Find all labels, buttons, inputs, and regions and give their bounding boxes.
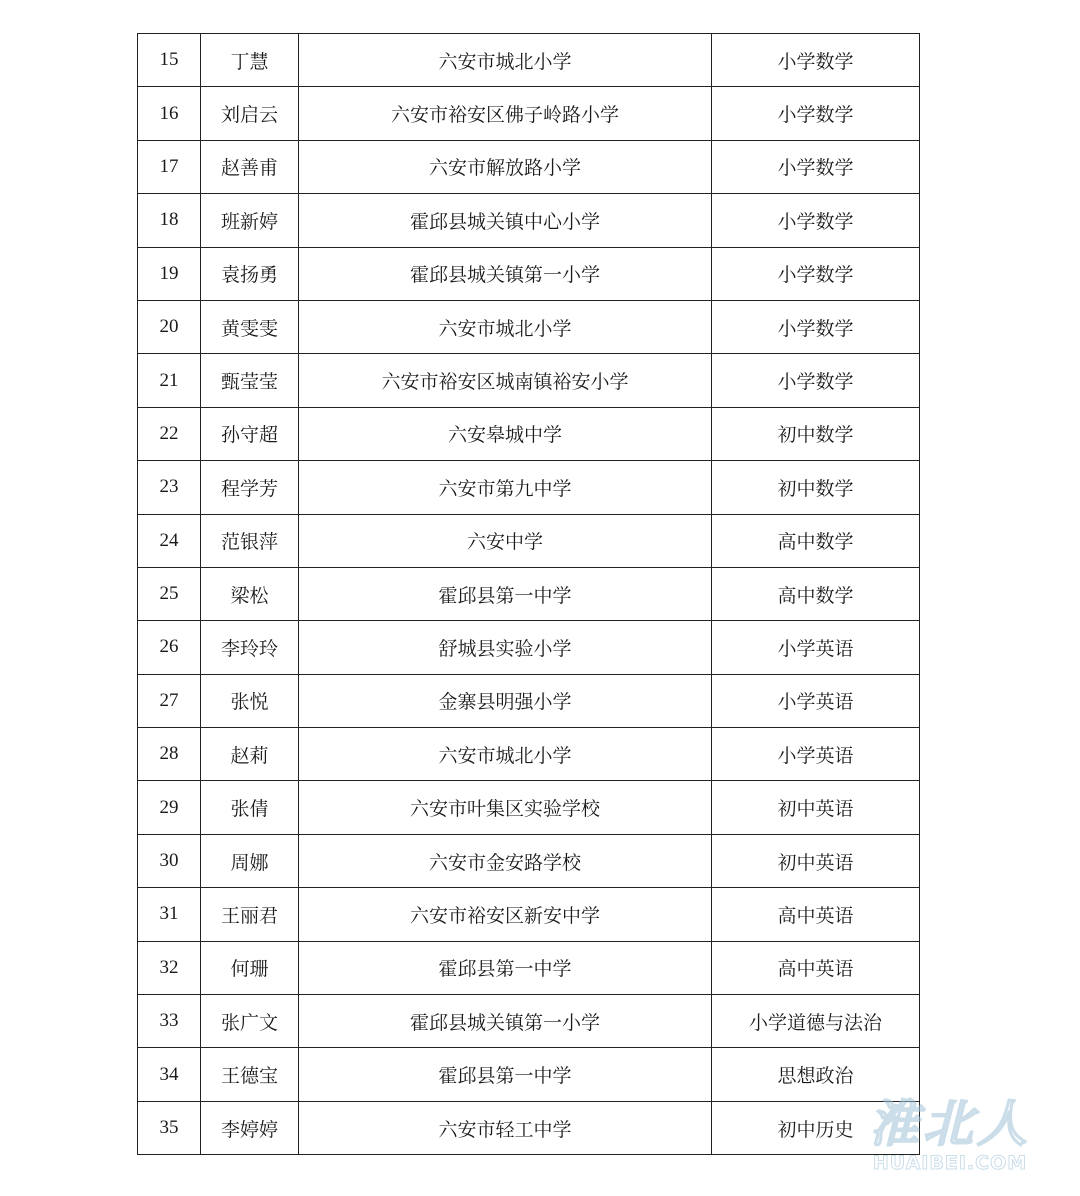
cell-subject: 高中数学	[712, 514, 920, 567]
cell-school: 六安市裕安区城南镇裕安小学	[299, 354, 712, 407]
cell-name: 张倩	[201, 781, 299, 834]
table-row	[138, 140, 920, 193]
cell-number: 30	[138, 834, 201, 887]
cell-school: 六安市裕安区新安中学	[299, 888, 712, 941]
cell-subject: 初中数学	[712, 461, 920, 514]
cell-number: 28	[138, 728, 201, 781]
table-row	[138, 514, 920, 567]
cell-subject: 小学数学	[712, 34, 920, 87]
cell-school: 六安市城北小学	[299, 34, 712, 87]
cell-name: 孙守超	[201, 407, 299, 460]
cell-school: 六安皋城中学	[299, 407, 712, 460]
cell-name: 甄莹莹	[201, 354, 299, 407]
cell-number: 35	[138, 1101, 201, 1154]
cell-number: 26	[138, 621, 201, 674]
cell-subject: 小学道德与法治	[712, 995, 920, 1048]
cell-number: 17	[138, 140, 201, 193]
cell-subject: 小学数学	[712, 300, 920, 353]
watermark-logo	[840, 1095, 1060, 1184]
cell-number: 34	[138, 1048, 201, 1101]
cell-number: 23	[138, 461, 201, 514]
cell-school: 霍邱县城关镇第一小学	[299, 247, 712, 300]
cell-number: 33	[138, 995, 201, 1048]
cell-name: 梁松	[201, 567, 299, 620]
watermark-text-en: HUAIBEI.COM	[872, 1152, 1028, 1174]
cell-name: 班新婷	[201, 194, 299, 247]
roster-table-body	[138, 34, 920, 1155]
cell-name: 王德宝	[201, 1048, 299, 1101]
cell-school: 六安中学	[299, 514, 712, 567]
cell-number: 18	[138, 194, 201, 247]
cell-subject: 小学数学	[712, 354, 920, 407]
table-row	[138, 354, 920, 407]
cell-subject: 高中英语	[712, 941, 920, 994]
cell-subject: 初中英语	[712, 834, 920, 887]
table-row	[138, 995, 920, 1048]
cell-number: 20	[138, 300, 201, 353]
cell-subject: 思想政治	[712, 1048, 920, 1101]
table-row	[138, 34, 920, 87]
cell-number: 19	[138, 247, 201, 300]
table-row	[138, 941, 920, 994]
table-row	[138, 1048, 920, 1101]
cell-name: 周娜	[201, 834, 299, 887]
cell-school: 六安市裕安区佛子岭路小学	[299, 87, 712, 140]
cell-number: 22	[138, 407, 201, 460]
cell-subject: 小学数学	[712, 140, 920, 193]
cell-name: 赵善甫	[201, 140, 299, 193]
cell-school: 舒城县实验小学	[299, 621, 712, 674]
cell-number: 21	[138, 354, 201, 407]
roster-table	[137, 33, 920, 1155]
cell-subject: 初中历史	[712, 1101, 920, 1154]
table-row	[138, 728, 920, 781]
cell-school: 金寨县明强小学	[299, 674, 712, 727]
cell-subject: 小学数学	[712, 247, 920, 300]
table-row	[138, 461, 920, 514]
cell-name: 黄雯雯	[201, 300, 299, 353]
cell-subject: 小学英语	[712, 674, 920, 727]
cell-subject: 初中英语	[712, 781, 920, 834]
table-row	[138, 87, 920, 140]
cell-name: 赵莉	[201, 728, 299, 781]
table-row	[138, 247, 920, 300]
watermark-text-cn: 淮北人	[869, 1095, 1031, 1153]
cell-name: 丁慧	[201, 34, 299, 87]
roster-table-container	[137, 33, 919, 1155]
cell-number: 15	[138, 34, 201, 87]
table-row	[138, 834, 920, 887]
cell-name: 袁扬勇	[201, 247, 299, 300]
cell-name: 何珊	[201, 941, 299, 994]
cell-school: 六安市轻工中学	[299, 1101, 712, 1154]
cell-subject: 小学英语	[712, 621, 920, 674]
cell-school: 霍邱县城关镇第一小学	[299, 995, 712, 1048]
cell-name: 王丽君	[201, 888, 299, 941]
cell-subject: 高中数学	[712, 567, 920, 620]
cell-subject: 小学英语	[712, 728, 920, 781]
cell-school: 六安市第九中学	[299, 461, 712, 514]
cell-name: 李玲玲	[201, 621, 299, 674]
cell-subject: 高中英语	[712, 888, 920, 941]
cell-number: 32	[138, 941, 201, 994]
cell-school: 六安市城北小学	[299, 300, 712, 353]
table-row	[138, 674, 920, 727]
cell-name: 张广文	[201, 995, 299, 1048]
table-row	[138, 888, 920, 941]
table-row	[138, 781, 920, 834]
table-row	[138, 194, 920, 247]
cell-school: 霍邱县第一中学	[299, 1048, 712, 1101]
cell-number: 31	[138, 888, 201, 941]
cell-subject: 小学数学	[712, 194, 920, 247]
cell-name: 刘启云	[201, 87, 299, 140]
cell-name: 范银萍	[201, 514, 299, 567]
cell-number: 25	[138, 567, 201, 620]
cell-number: 24	[138, 514, 201, 567]
table-row	[138, 621, 920, 674]
cell-school: 霍邱县城关镇中心小学	[299, 194, 712, 247]
cell-school: 霍邱县第一中学	[299, 567, 712, 620]
cell-school: 霍邱县第一中学	[299, 941, 712, 994]
table-row	[138, 300, 920, 353]
table-row	[138, 1101, 920, 1154]
cell-subject: 初中数学	[712, 407, 920, 460]
cell-number: 29	[138, 781, 201, 834]
table-row	[138, 567, 920, 620]
cell-number: 16	[138, 87, 201, 140]
cell-school: 六安市城北小学	[299, 728, 712, 781]
cell-name: 张悦	[201, 674, 299, 727]
cell-subject: 小学数学	[712, 87, 920, 140]
cell-school: 六安市叶集区实验学校	[299, 781, 712, 834]
cell-name: 李婷婷	[201, 1101, 299, 1154]
cell-school: 六安市金安路学校	[299, 834, 712, 887]
table-row	[138, 407, 920, 460]
cell-number: 27	[138, 674, 201, 727]
cell-name: 程学芳	[201, 461, 299, 514]
cell-school: 六安市解放路小学	[299, 140, 712, 193]
